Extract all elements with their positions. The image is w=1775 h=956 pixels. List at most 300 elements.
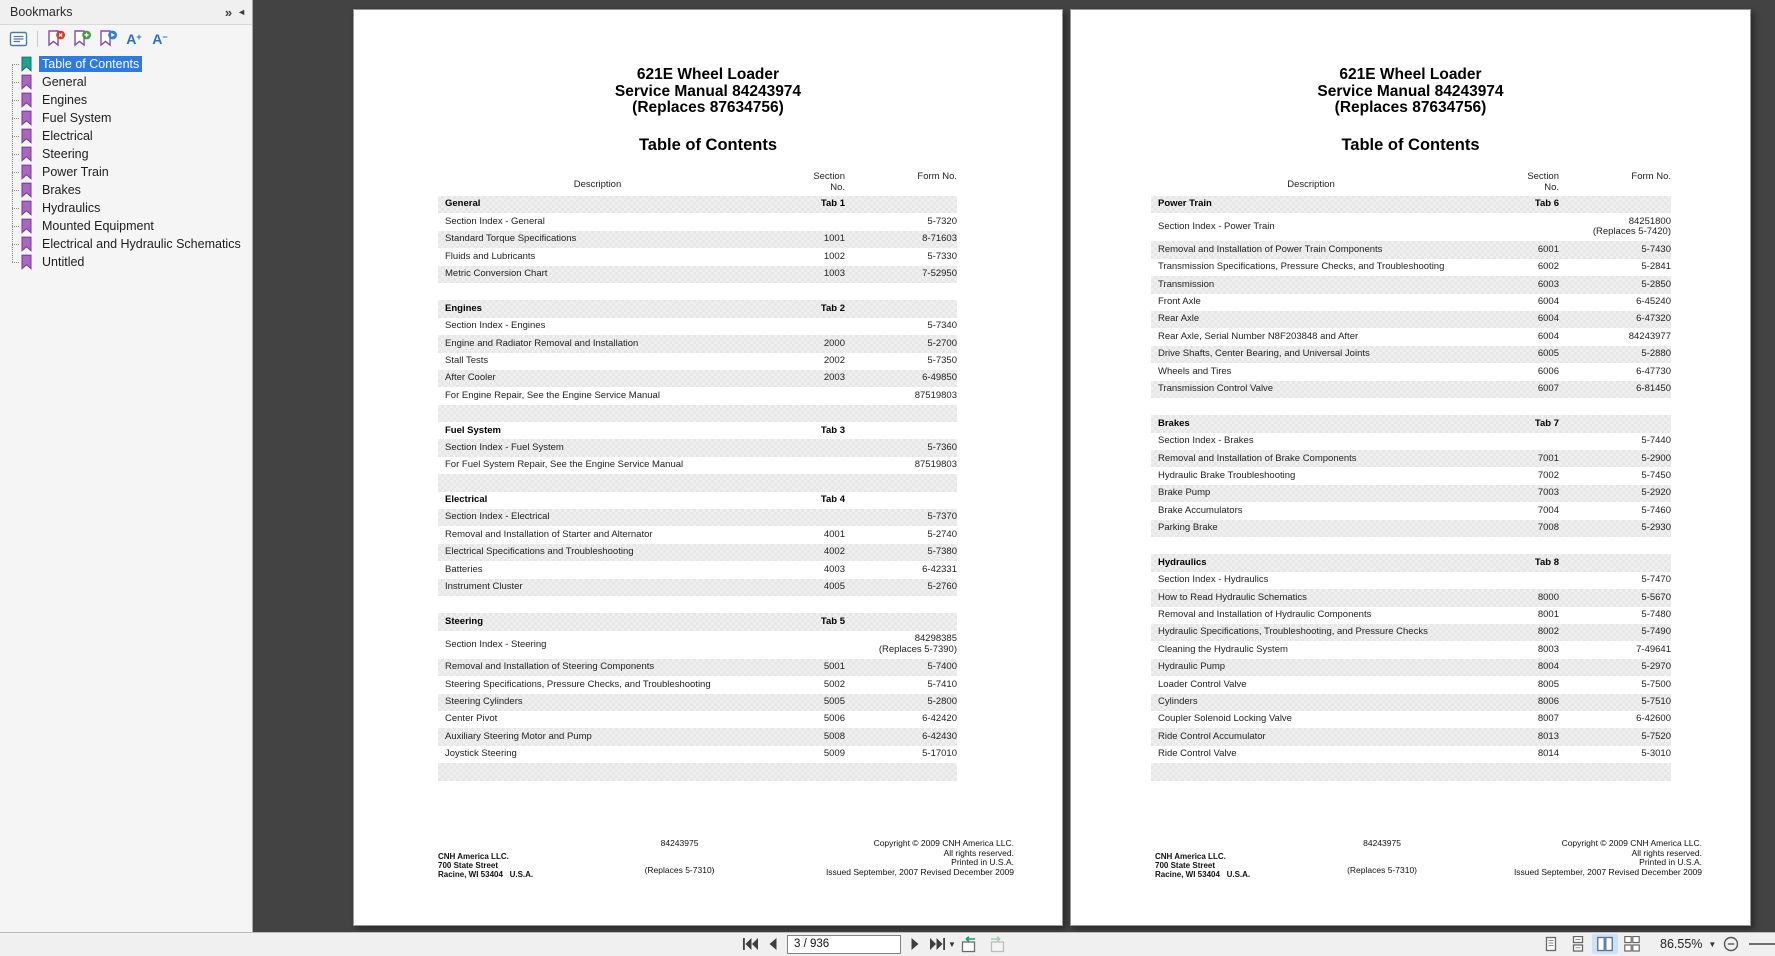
toc-cell-description: Stall Tests xyxy=(445,354,489,366)
toc-cell-description: Metric Conversion Chart xyxy=(445,268,548,279)
toc-section-row xyxy=(438,492,957,509)
toc-row xyxy=(438,457,957,474)
goto-bookmark-icon[interactable] xyxy=(95,27,121,51)
page-title xyxy=(1071,10,1750,117)
form-no-line: 6-81450 xyxy=(1636,382,1671,394)
toc-cell-section-no: 6003 xyxy=(1537,278,1559,290)
toc-cell-section-no: 8006 xyxy=(1537,695,1559,707)
toc-cell-form-no xyxy=(845,269,957,280)
toc-cell-description: Coupler Solenoid Locking Valve xyxy=(1158,713,1292,725)
toc-row xyxy=(438,353,957,370)
toc-section-row xyxy=(1151,196,1671,213)
bookmark-flag-icon xyxy=(20,254,33,270)
toc-cell-section-no: Tab 3 xyxy=(820,424,845,436)
toc-cell-form-no xyxy=(1559,262,1671,273)
toc-spacer-row xyxy=(438,405,957,422)
toc-cell-description: Section Index - Power Train xyxy=(1158,221,1275,233)
toc-cell-description: Rear Axle xyxy=(1158,313,1200,325)
toc-cell-form-no xyxy=(845,217,957,228)
toc-cell-section-no: 8005 xyxy=(1537,678,1559,690)
form-no-line: 5-7350 xyxy=(927,354,957,366)
form-no-replaces-line: (Replaces 5-7420) xyxy=(1592,226,1671,238)
form-no-line: 5-7480 xyxy=(1641,609,1671,621)
form-no-line: 6-47320 xyxy=(1636,313,1671,325)
form-no-line: 5-7430 xyxy=(1641,243,1671,255)
toc-cell-description: Ride Control Accumulator xyxy=(1158,730,1266,742)
toc-col-description: Description xyxy=(573,179,622,191)
bookmark-item-brakes[interactable] xyxy=(0,181,252,199)
form-no-line: 5-7370 xyxy=(927,511,957,523)
toc-row xyxy=(438,509,957,526)
toc-cell-section-no: 6004 xyxy=(1537,296,1559,307)
toc-cell-section-no: 2000 xyxy=(823,337,845,349)
footer-company-line: 700 State Street xyxy=(1155,861,1216,870)
bookmark-item-hydraulics[interactable] xyxy=(0,199,252,217)
form-no-line: 6-42331 xyxy=(922,563,957,575)
toc-cell-form-no xyxy=(1559,506,1671,517)
form-no-line: 84298385 xyxy=(914,633,957,645)
toc-heading: Table of Contents xyxy=(638,135,778,154)
toc-cell-form-no xyxy=(1559,593,1671,604)
toc-cell-section-no: 6007 xyxy=(1537,382,1559,394)
toc-cell-description: Cylinders xyxy=(1158,695,1198,707)
zoom-out-button[interactable] xyxy=(1722,935,1740,953)
toc-cell-description: Steering Specifications, Pressure Checks, and Troubleshooting xyxy=(445,678,711,690)
form-no-line: 5-7500 xyxy=(1641,678,1671,690)
toc-cell-form-no xyxy=(845,680,957,691)
footer-company-block xyxy=(438,852,533,879)
footer-company-line: CNH America LLC. xyxy=(438,852,509,861)
toc-cell-form-no xyxy=(845,530,957,541)
facing-view-button[interactable] xyxy=(1592,934,1618,954)
toc-col-description: Description xyxy=(1287,179,1335,191)
footer-company-line: Racine, WI 53404 U.S.A. xyxy=(1155,870,1251,879)
toc-cell-section-no: 7001 xyxy=(1537,452,1559,464)
bookmark-item-label: Brakes xyxy=(42,183,81,197)
bookmark-flag-icon xyxy=(20,146,33,162)
decrease-text-size-icon[interactable]: A− xyxy=(152,31,168,47)
toc-cell-form-no xyxy=(845,252,957,263)
toc-cell-form-no xyxy=(845,373,957,384)
toc-cell-section-no: 4001 xyxy=(823,528,845,540)
footer-copyright-line: Printed in U.S.A. xyxy=(951,857,1014,867)
toc-cell-form-no xyxy=(1559,332,1671,343)
toc-cell-section-no: 5005 xyxy=(823,695,845,707)
pdf-page-left xyxy=(353,9,1063,926)
form-no-line: 6-42430 xyxy=(922,730,957,742)
bookmark-item-label: Untitled xyxy=(42,255,85,269)
toc-cell-section-no: Tab 2 xyxy=(820,302,845,314)
toc-cell-description: Engines xyxy=(445,302,482,314)
toc-cell-description: Transmission Specifications, Pressure Checks, and Troubleshooting xyxy=(1158,261,1445,273)
toc-cell-description: Brakes xyxy=(1158,417,1190,429)
footer-replaces: (Replaces 5-7310) xyxy=(1347,864,1418,875)
bookmark-item-engines[interactable] xyxy=(0,91,252,109)
page-title-line: 621E Wheel Loader xyxy=(1339,66,1482,83)
toc-cell-section-no: 1001 xyxy=(823,233,845,245)
toc-cell-form-no xyxy=(1559,436,1671,447)
toc-cell-description: Section Index - Engines xyxy=(445,320,546,332)
toc-cell-description: Section Index - General xyxy=(445,215,545,227)
form-no-line: 8-71603 xyxy=(922,233,957,245)
form-no-line: 5-7330 xyxy=(927,250,957,262)
toc-row xyxy=(1151,502,1671,519)
view-and-zoom-controls xyxy=(1538,933,1775,955)
toc-cell-description: Standard Torque Specifications xyxy=(445,233,577,245)
bookmark-item-label: Electrical xyxy=(42,129,93,143)
bookmark-flag-icon xyxy=(20,200,33,216)
toc-row xyxy=(1151,659,1671,676)
toc-cell-section-no: 8003 xyxy=(1537,643,1559,655)
bookmark-flag-icon xyxy=(20,92,33,108)
form-no-line: 5-7340 xyxy=(927,320,957,332)
bookmarks-panel xyxy=(0,0,253,933)
form-no-line: 7-52950 xyxy=(922,268,957,279)
last-page-button[interactable] xyxy=(929,937,946,951)
bookmark-item-label: Fuel System xyxy=(42,111,112,125)
toc-row xyxy=(438,526,957,543)
bookmark-item-table-of-contents[interactable] xyxy=(0,55,252,73)
toc-cell-section-no: 6006 xyxy=(1537,365,1559,377)
toc-cell-description: Engine and Radiator Removal and Installation xyxy=(445,337,639,349)
toc-spacer-row xyxy=(438,763,957,780)
page-navigation xyxy=(742,933,1008,955)
toc-cell-form-no xyxy=(1559,697,1671,708)
toc-cell-section-no: 7003 xyxy=(1537,487,1559,499)
page-number-input[interactable] xyxy=(788,938,948,950)
panel-expand-icon[interactable]: » xyxy=(224,4,232,20)
bookmark-item-label: Electrical and Hydraulic Schematics xyxy=(42,237,241,251)
page-title-line: Service Manual 84243974 xyxy=(614,82,802,100)
form-no-replaces-line: (Replaces 5-7390) xyxy=(878,643,957,655)
toc-row xyxy=(438,746,957,763)
delete-bookmark-icon[interactable] xyxy=(43,27,69,51)
toc-row xyxy=(1151,363,1671,380)
footer-copyright-block xyxy=(826,839,1014,879)
toc-cell-description: Hydraulic Brake Troubleshooting xyxy=(1158,469,1296,481)
toc-cell-section-no: Tab 4 xyxy=(820,494,845,506)
toc-row xyxy=(438,694,957,711)
toc-cell-description: Section Index - Fuel System xyxy=(445,441,564,453)
footer-company-line: CNH America LLC. xyxy=(1155,852,1226,861)
bookmark-flag-icon xyxy=(20,110,33,126)
form-no-line: 5-5670 xyxy=(1641,591,1671,603)
zoom-level-label: 86.55% xyxy=(1660,937,1703,951)
toc-cell-form-no xyxy=(845,443,957,454)
next-page-button[interactable] xyxy=(909,937,921,951)
toc-row xyxy=(438,318,957,335)
toc-row xyxy=(438,659,957,676)
toc-cell-description: Center Pivot xyxy=(445,713,498,725)
toc-row xyxy=(438,248,957,265)
toc-header-row xyxy=(438,172,957,196)
toc-row xyxy=(438,728,957,745)
footer-copyright-line: Printed in U.S.A. xyxy=(1639,857,1702,867)
toc-cell-section-no: 5008 xyxy=(823,730,845,742)
footer-doc-number-block xyxy=(645,839,715,879)
bookmark-item-label: Mounted Equipment xyxy=(42,219,154,233)
toc-cell-form-no xyxy=(845,565,957,576)
toc-col-section-line1: Section xyxy=(813,171,845,182)
toc-cell-description: Fluids and Lubricants xyxy=(445,250,536,262)
bookmark-item-general[interactable] xyxy=(0,73,252,91)
form-no-line: 6-47730 xyxy=(1636,365,1671,377)
toc-section-row xyxy=(438,196,957,213)
toc-cell-description: After Cooler xyxy=(445,372,496,384)
toc-row xyxy=(438,213,957,230)
toc-cell-section-no: 4005 xyxy=(823,581,845,593)
toc-cell-section-no: 6004 xyxy=(1537,313,1559,325)
add-bookmark-icon[interactable] xyxy=(69,27,95,51)
toc-cell-form-no xyxy=(1559,680,1671,691)
toc-row xyxy=(438,335,957,352)
continuous-facing-view-button[interactable] xyxy=(1619,934,1645,954)
toc-cell-form-no xyxy=(1559,627,1671,638)
toc-cell-form-no xyxy=(845,321,957,332)
toc-cell-form-no xyxy=(1559,523,1671,534)
toc-section-row xyxy=(438,300,957,317)
form-no-line: 5-7440 xyxy=(1641,435,1671,447)
toc-cell-description: Transmission xyxy=(1158,278,1215,290)
footer-doc-number-block xyxy=(1347,839,1417,879)
form-no-line: 84251800 xyxy=(1628,215,1671,227)
pdf-page-right xyxy=(1070,9,1751,926)
toc-cell-form-no xyxy=(845,714,957,725)
toc-row xyxy=(1151,467,1671,484)
toc-row xyxy=(1151,485,1671,502)
bookmarks-panel-title: Bookmarks xyxy=(10,5,73,19)
page-title-line: (Replaces 87634756) xyxy=(1334,99,1487,116)
toc-row xyxy=(438,231,957,248)
bookmark-item-label: Table of Contents xyxy=(39,56,142,72)
form-no-line: 5-2841 xyxy=(1641,261,1671,273)
toc-cell-form-no xyxy=(845,697,957,708)
toc-cell-description: Ride Control Valve xyxy=(1158,748,1237,760)
toc-section-row xyxy=(1151,554,1671,571)
toc-cell-description: Electrical xyxy=(445,494,488,506)
form-no-line: 5-3010 xyxy=(1641,748,1671,760)
toc-cell-section-no: 5006 xyxy=(823,713,845,725)
toc-row xyxy=(1151,276,1671,293)
form-no-line: 5-2970 xyxy=(1641,661,1671,673)
page-title xyxy=(354,10,1062,117)
toc-cell-description: Removal and Installation of Steering Components xyxy=(445,661,655,673)
toc-cell-form-no xyxy=(1559,349,1671,360)
toc-row xyxy=(1151,294,1671,311)
toc-cell-section-no: 8004 xyxy=(1537,661,1559,673)
form-no-line: 6-42600 xyxy=(1636,713,1671,725)
footer-doc-number: 84243975 xyxy=(1363,838,1401,848)
toc-cell-description: Rear Axle, Serial Number N8F203848 and After xyxy=(1158,330,1359,342)
toc-cell-form-no xyxy=(1559,280,1671,291)
toc-row xyxy=(1151,711,1671,728)
zoom-dropdown-icon[interactable]: ▼ xyxy=(1708,939,1717,949)
toc-cell-section-no: 6005 xyxy=(1537,348,1559,360)
form-no-line: 5-2920 xyxy=(1641,487,1671,499)
toc-cell-section-no: 8014 xyxy=(1537,748,1559,760)
toc-cell-form-no xyxy=(845,547,957,558)
bookmark-item-mounted-equipment[interactable] xyxy=(0,217,252,235)
page-number-field xyxy=(787,935,956,954)
toc-row xyxy=(438,676,957,693)
footer-copyright-line: Copyright © 2009 CNH America LLC. xyxy=(873,838,1014,848)
toc-cell-form-no xyxy=(1559,471,1671,482)
toc-row xyxy=(1151,328,1671,345)
bookmark-item-electrical-and-hydraulic-schematics[interactable] xyxy=(0,235,252,253)
toc-cell-description: Batteries xyxy=(445,563,483,575)
toc-cell-section-no: 8000 xyxy=(1537,591,1559,603)
form-no-line: 5-2800 xyxy=(927,695,957,707)
footer-company-line: 700 State Street xyxy=(438,861,499,870)
form-no-line: 5-2700 xyxy=(927,337,957,349)
toc-cell-form-no xyxy=(1559,314,1671,325)
toc-row xyxy=(1151,746,1671,763)
toc-cell-form-no xyxy=(845,339,957,350)
panel-options-icon[interactable] xyxy=(6,27,32,51)
toc-col-section xyxy=(757,172,845,193)
toc-cell-form-no xyxy=(845,582,957,593)
toc-row xyxy=(438,370,957,387)
form-no-line: 5-7450 xyxy=(1641,469,1671,481)
toc-cell-description: Joystick Steering xyxy=(445,748,517,760)
toc-row xyxy=(438,266,957,283)
footer-copyright-line: All rights reserved. xyxy=(1631,847,1702,858)
zoom-slider[interactable] xyxy=(1749,943,1775,945)
toc-cell-form-no xyxy=(845,662,957,673)
toc-cell-form-no xyxy=(1559,662,1671,673)
toc-cell-description: How to Read Hydraulic Schematics xyxy=(1158,591,1307,603)
form-no-line: 5-2880 xyxy=(1641,348,1671,360)
footer-copyright-block xyxy=(1514,839,1702,879)
previous-page-button[interactable] xyxy=(767,937,779,951)
toc-col-section xyxy=(1471,172,1559,193)
bookmark-item-untitled[interactable] xyxy=(0,253,252,271)
document-canvas xyxy=(253,0,1775,933)
page-title-line: Service Manual 84243974 xyxy=(1317,82,1504,100)
toc-cell-description: Power Train xyxy=(1158,198,1212,210)
form-no-line: 5-7360 xyxy=(927,441,957,453)
toc-cell-form-no xyxy=(1559,610,1671,621)
next-view-button[interactable] xyxy=(987,936,1008,953)
toc-cell-description: Instrument Cluster xyxy=(445,581,523,593)
footer-copyright-line: Issued September, 2007 Revised December 2009 xyxy=(825,866,1014,877)
bookmark-item-power-train[interactable] xyxy=(0,163,252,181)
toc-row xyxy=(1151,641,1671,658)
toc-cell-description: Removal and Installation of Hydraulic Components xyxy=(1158,609,1372,621)
form-no-line: 6-42420 xyxy=(922,713,957,725)
toc-section-row xyxy=(1151,415,1671,432)
panel-collapse-icon[interactable]: ◄ xyxy=(237,7,246,17)
toc-row xyxy=(1151,676,1671,693)
toc-cell-description: Wheels and Tires xyxy=(1158,365,1232,377)
page-footer xyxy=(1155,839,1702,879)
toc-cell-form-no xyxy=(1559,297,1671,308)
toc-cell-section-no: 2002 xyxy=(823,354,845,366)
form-no-line: 84243977 xyxy=(1628,330,1671,342)
form-no-line: 5-7410 xyxy=(927,678,957,690)
toc-cell-form-no xyxy=(1559,384,1671,395)
toc-col-section-line1: Section xyxy=(1527,171,1559,182)
form-no-line: 5-2740 xyxy=(927,528,957,540)
toc-row xyxy=(1151,520,1671,537)
toc-cell-description: Loader Control Valve xyxy=(1158,678,1247,690)
toc-cell-section-no: 4003 xyxy=(823,563,845,575)
form-no-line: 5-7520 xyxy=(1641,730,1671,742)
footer-company-block xyxy=(1155,852,1250,879)
toc-cell-form-no xyxy=(845,391,957,402)
toc-spacer-row xyxy=(1151,537,1671,554)
footer-copyright-line: Issued September, 2007 Revised December 2009 xyxy=(1513,866,1702,877)
toc-cell-description: Steering Cylinders xyxy=(445,695,523,707)
page-field-dropdown-icon[interactable]: ▼ xyxy=(948,939,956,949)
toc-row xyxy=(438,544,957,561)
toc-row xyxy=(1151,589,1671,606)
toc-cell-description: Hydraulics xyxy=(1158,556,1207,568)
continuous-view-button[interactable] xyxy=(1565,934,1591,954)
bookmark-item-fuel-system[interactable] xyxy=(0,109,252,127)
form-no-line: 5-7400 xyxy=(927,661,957,673)
toc-cell-form-no xyxy=(1559,454,1671,465)
form-no-line: 5-2930 xyxy=(1641,522,1671,534)
toc-cell-form-no xyxy=(845,512,957,523)
bookmark-item-label: General xyxy=(42,75,87,89)
form-no-line: 6-45240 xyxy=(1636,296,1671,307)
toc-cell-description: Section Index - Steering xyxy=(445,638,547,650)
toc-cell-section-no: 4002 xyxy=(823,546,845,558)
toc-row xyxy=(1151,572,1671,589)
toc-cell-description: Section Index - Electrical xyxy=(445,511,550,523)
form-no-line: 5-2760 xyxy=(927,581,957,593)
form-no-line: 5-2900 xyxy=(1641,452,1671,464)
toc-cell-form-no xyxy=(1559,714,1671,725)
toc-col-section-line2: No. xyxy=(830,181,845,193)
bookmark-flag-icon xyxy=(20,56,33,72)
toc-row xyxy=(1151,450,1671,467)
form-no-line: 5-2850 xyxy=(1641,278,1671,290)
toc-row xyxy=(438,711,957,728)
toc-cell-form-no xyxy=(1559,217,1671,238)
bookmark-item-label: Engines xyxy=(42,93,88,107)
toc-cell-section-no: 1002 xyxy=(823,250,845,262)
toc-cell-form-no xyxy=(1559,575,1671,586)
toc-row xyxy=(1151,381,1671,398)
toc-cell-form-no xyxy=(1559,749,1671,760)
toc-cell-section-no: 8001 xyxy=(1537,609,1559,621)
toc-row xyxy=(438,561,957,578)
single-page-view-button[interactable] xyxy=(1538,934,1564,954)
toc-cell-section-no: 7008 xyxy=(1537,522,1559,534)
toc-row xyxy=(1151,241,1671,258)
toc-cell-description: Front Axle xyxy=(1158,296,1201,307)
toc-section-row xyxy=(438,613,957,630)
toc-cell-form-no xyxy=(1559,488,1671,499)
form-no-line: 5-7460 xyxy=(1641,504,1671,516)
bookmark-item-electrical[interactable] xyxy=(0,127,252,145)
toc-cell-description: Hydraulic Pump xyxy=(1158,661,1226,673)
previous-view-button[interactable] xyxy=(958,936,979,953)
first-page-button[interactable] xyxy=(742,937,759,951)
toc-cell-description: Hydraulic Specifications, Troubleshooting, and Pressure Checks xyxy=(1158,626,1428,638)
increase-text-size-icon[interactable]: A+ xyxy=(126,31,142,47)
form-no-line: 6-49850 xyxy=(922,372,957,384)
bookmark-item-label: Hydraulics xyxy=(42,201,101,215)
bookmark-item-steering[interactable] xyxy=(0,145,252,163)
toc-cell-section-no: 6002 xyxy=(1537,261,1559,273)
toc-row xyxy=(1151,624,1671,641)
toc-cell-section-no: 7004 xyxy=(1537,504,1559,516)
toc-header-row xyxy=(1151,172,1671,196)
toc-cell-description: Section Index - Hydraulics xyxy=(1158,574,1269,586)
